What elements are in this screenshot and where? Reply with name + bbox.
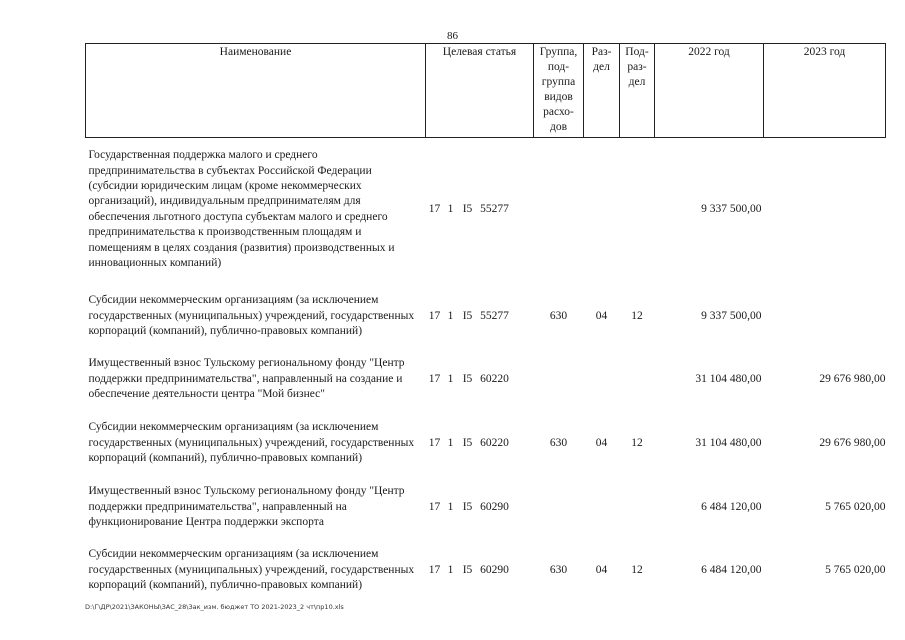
row-target-code: 17 1 I5 60220 — [428, 436, 509, 449]
row-subsection — [620, 480, 655, 536]
row-amount-2022: 9 337 500,00 — [701, 203, 762, 216]
row-group: 630 — [549, 563, 568, 576]
row-name: Субсидии некоммерческим организациям (за исключением государственных (муниципальных) учреждений, государственных корпораций (компаний), публично-правовых компаний) — [88, 294, 415, 338]
row-target-code: 17 1 I5 60290 — [428, 563, 509, 576]
row-amount-2022: 6 484 120,00 — [701, 563, 762, 576]
table-row — [86, 536, 886, 606]
table-header-row — [86, 44, 886, 138]
row-amount-2023 — [764, 138, 886, 282]
row-amount-2023 — [764, 282, 886, 352]
row-subsection: 12 — [631, 436, 643, 449]
header-section: Раз- дел — [584, 44, 620, 138]
row-target-code: 17 1 I5 55277 — [428, 309, 509, 322]
row-amount-2023: 5 765 020,00 — [825, 500, 886, 513]
row-section: 04 — [595, 563, 608, 576]
row-name: Имущественный взнос Тульскому региональному фонду "Центр поддержки предпринимательства", направленный на создание и обеспечение деятельности центра "Мой бизнес" — [88, 357, 405, 401]
row-subsection: 12 — [631, 309, 643, 322]
row-section: 04 — [595, 309, 608, 322]
row-target-code: 17 1 I5 60220 — [428, 372, 509, 385]
row-amount-2022: 31 104 480,00 — [695, 436, 762, 449]
row-name: Государственная поддержка малого и среднего предпринимательства в субъектах Российской Федерации (субсидии юридическим лицам (кроме некоммерческих организаций), индивидуальным предпринимателям для обеспечения льготного доступа субъектам малого и среднего предпринимательства к производственным площадям и помещениям в целях создания (развития) производственных и инновационных компаний) — [88, 149, 395, 269]
row-group: 630 — [549, 436, 568, 449]
row-section — [584, 138, 620, 282]
row-name: Имущественный взнос Тульскому региональному фонду "Центр поддержки предпринимательства", направленный на функционирование Центра поддержки экспорта — [88, 485, 405, 529]
row-group — [534, 352, 584, 408]
file-path-footer: D:\Г\ДР\2021\ЗАКОНЫ\ЗАС_28\Зак_изм. бюджет ТО 2021-2023_2 чт\пр10.xls — [85, 603, 344, 611]
header-expense-group: Группа, под- группа видов расхо- дов — [534, 44, 584, 138]
row-group: 630 — [549, 309, 568, 322]
header-year-2022: 2022 год — [655, 44, 764, 138]
table-row — [86, 138, 886, 282]
row-amount-2023: 5 765 020,00 — [825, 563, 886, 576]
header-year-2023: 2023 год — [764, 44, 886, 138]
budget-table — [85, 43, 886, 606]
table-row — [86, 282, 886, 352]
row-name: Субсидии некоммерческим организациям (за исключением государственных (муниципальных) учреждений, государственных корпораций (компаний), публично-правовых компаний) — [88, 421, 415, 465]
header-subsection: Под- раз- дел — [620, 44, 655, 138]
row-target-code: 17 1 I5 60290 — [428, 500, 509, 513]
row-group — [534, 138, 584, 282]
row-target-code: 17 1 I5 55277 — [428, 203, 509, 216]
row-section: 04 — [595, 436, 608, 449]
row-amount-2023: 29 676 980,00 — [819, 436, 886, 449]
table-row — [86, 408, 886, 480]
row-amount-2022: 9 337 500,00 — [701, 309, 762, 322]
page-number: 86 — [447, 30, 458, 42]
row-subsection — [620, 352, 655, 408]
row-amount-2022: 6 484 120,00 — [701, 500, 762, 513]
header-target-article: Целевая статья — [426, 44, 534, 138]
row-name: Субсидии некоммерческим организациям (за исключением государственных (муниципальных) учреждений, государственных корпораций (компаний), публично-правовых компаний) — [88, 548, 415, 592]
table-row — [86, 480, 886, 536]
table-row — [86, 352, 886, 408]
row-subsection: 12 — [631, 563, 643, 576]
row-group — [534, 480, 584, 536]
row-section — [584, 352, 620, 408]
row-section — [584, 480, 620, 536]
row-amount-2023: 29 676 980,00 — [819, 372, 886, 385]
row-subsection — [620, 138, 655, 282]
header-name: Наименование — [86, 44, 426, 138]
row-amount-2022: 31 104 480,00 — [695, 372, 762, 385]
